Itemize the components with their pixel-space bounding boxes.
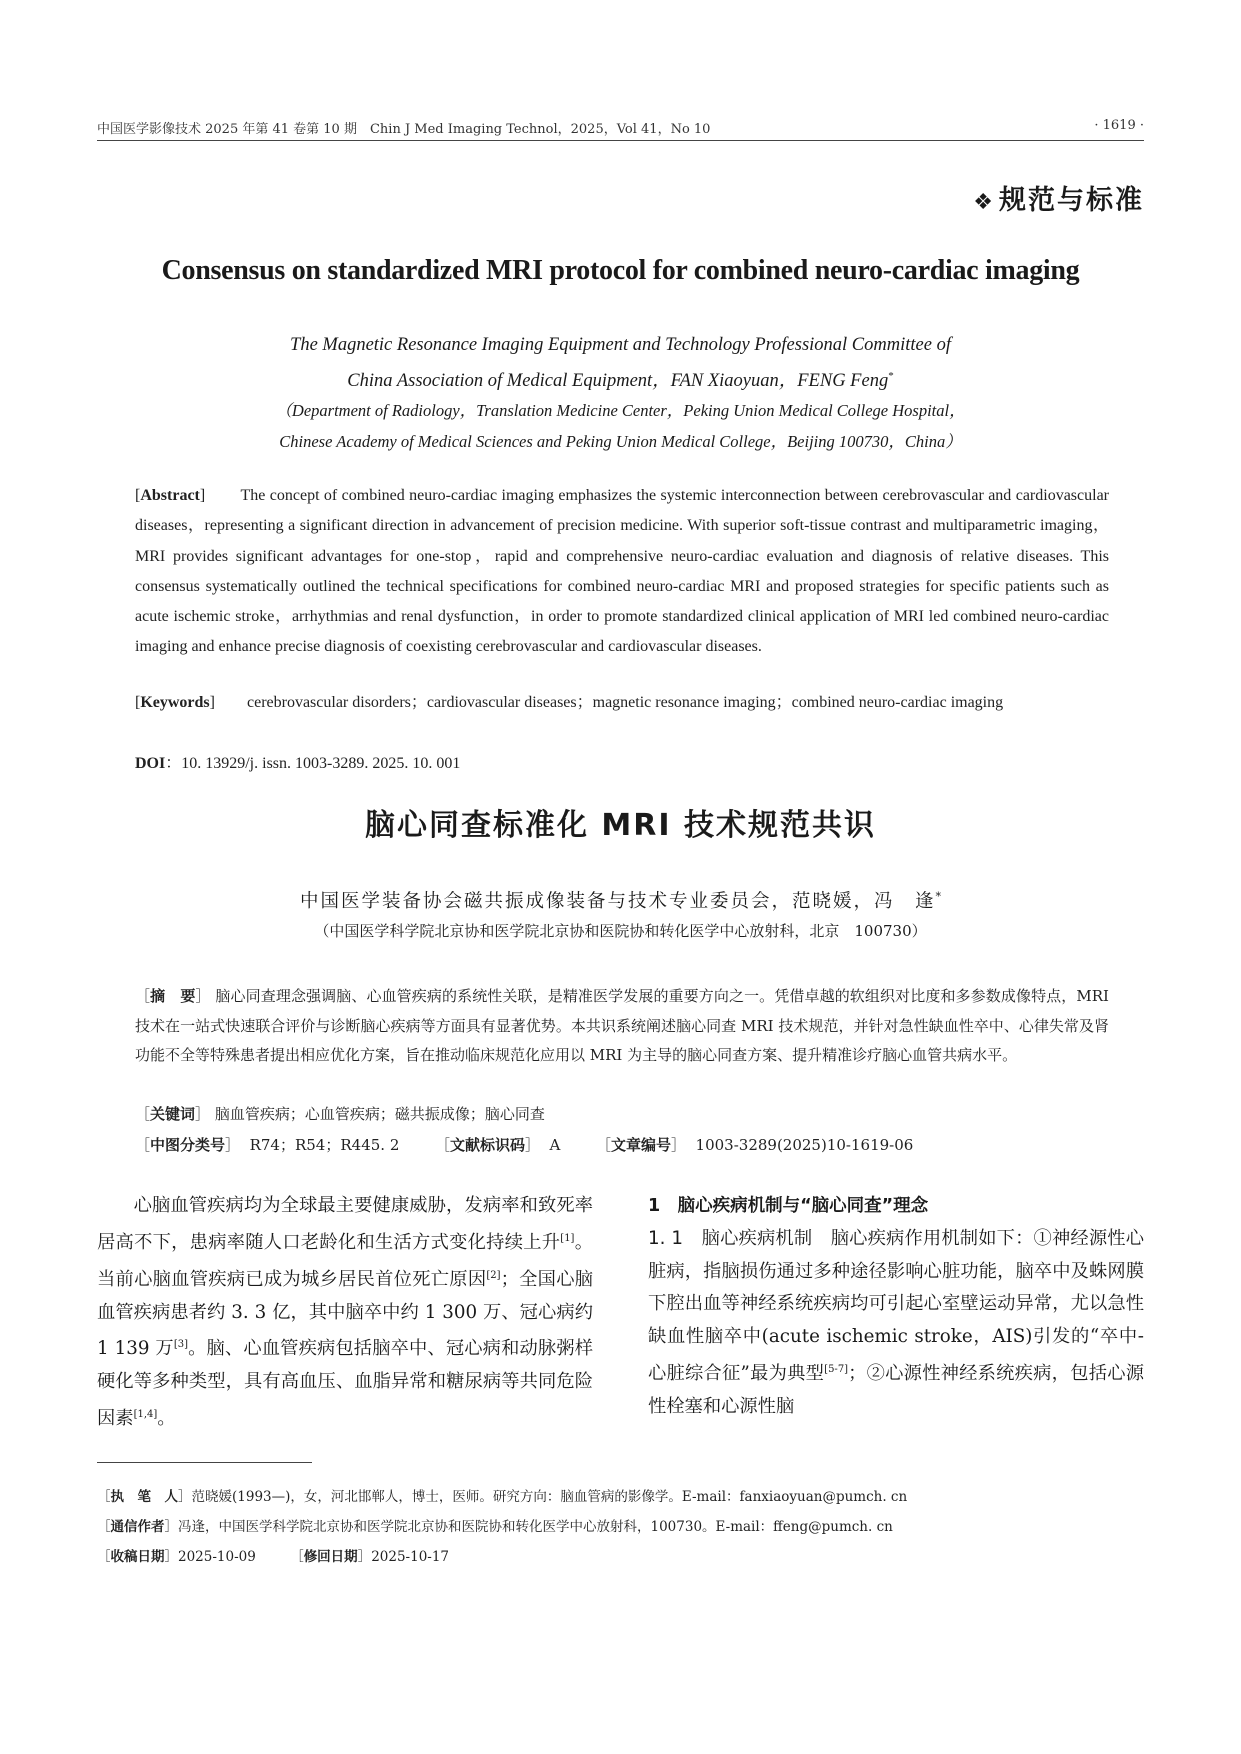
body-text: 。 [157, 1408, 176, 1430]
received-date-label: 收稿日期 [110, 1549, 165, 1565]
citation: [1,4] [133, 1409, 158, 1421]
corresponding-mark: * [888, 370, 894, 382]
affiliation-en [97, 395, 1144, 457]
body-text: 。脑、心血管疾病包括脑卒中、冠心病和动脉粥样硬化等多种类型，具有高血压、血脂异常和糖尿病等共同危险因素 [97, 1338, 593, 1430]
footnote-author-text: 范晓媛(1993—)，女，河北邯郸人，博士，医师。研究方向：脑血管病的影像学。E-mail：fanxiaoyuan@pumch. cn [191, 1489, 908, 1505]
footnote-dates: ［收稿日期］2025-10-09 ［修回日期］2025-10-17 [97, 1549, 450, 1565]
keywords-cn-label: 关键词 [150, 1105, 196, 1123]
revised-date-label: 修回日期 [303, 1549, 358, 1565]
footnote-divider [97, 1462, 312, 1463]
doc-code-label: 文献标识码 [449, 1136, 525, 1154]
revised-date-value: 2025-10-17 [371, 1549, 450, 1565]
keywords-en: [Keywords] cerebrovascular disorders；cardiovascular diseases；magnetic resonance imaging；combined neuro-cardiac imaging [135, 694, 1004, 711]
keywords-en-label: Keywords [140, 694, 210, 711]
corresponding-mark-cn: * [935, 889, 941, 903]
footnote-author-label: 执 笔 人 [110, 1489, 178, 1505]
clc-value: R74；R54；R445. 2 [249, 1136, 400, 1154]
authors-en-line1: The Magnetic Resonance Imaging Equipment and Technology Professional Committee of [290, 335, 951, 355]
body-text: 。当前心脑血管疾病已成为城乡居民首位死亡原因 [97, 1231, 594, 1290]
column-label-text: 规范与标准 [999, 185, 1144, 216]
column-label [973, 178, 1144, 217]
citation: [2] [486, 1269, 501, 1281]
citation: [3] [173, 1339, 188, 1351]
authors-en [97, 330, 1144, 397]
keywords-cn: ［关键词］ 脑血管疾病；心血管疾病；磁共振成像；脑心同查 [135, 1105, 545, 1123]
classification-line: ［中图分类号］ R74；R54；R445. 2 ［文献标识码］ A ［文章编号］ 1003-3289(2025)10-1619-06 [135, 1136, 914, 1154]
article-number-label: 文章编号 [610, 1136, 671, 1154]
body-right-column [648, 1190, 1144, 1424]
body-left-column [97, 1190, 593, 1436]
section-paragraph [648, 1223, 1144, 1424]
running-header-page-number: · 1619 · [1094, 118, 1144, 133]
affiliation-en-line1: （Department of Radiology，Translation Medicine Center，Peking Union Medical College Hospital， [275, 401, 966, 420]
article-number-value: 1003-3289(2025)10-1619-06 [695, 1136, 914, 1154]
footnote-corresponding: ［通信作者］冯逢，中国医学科学院北京协和医学院北京协和医院协和转化医学中心放射科，100730。E-mail：ffeng@pumch. cn [97, 1519, 893, 1535]
doc-code-value: A [549, 1136, 561, 1154]
doi-value: ：10. 13929/j. issn. 1003-3289. 2025. 10. 001 [165, 755, 461, 772]
citation: [1] [560, 1232, 575, 1244]
body-text: 心脑血管疾病均为全球最主要健康威胁，发病率和致死率居高不下，患病率随人口老龄化和生活方式变化持续上升 [97, 1195, 593, 1253]
footnote-author: ［执 笔 人］范晓媛(1993—)，女，河北邯郸人，博士，医师。研究方向：脑血管病的影像学。E-mail：fanxiaoyuan@pumch. cn [97, 1489, 908, 1505]
body-text: ；②心源性神经系统疾病，包括心源性栓塞和心源性脑 [648, 1363, 1144, 1417]
abstract-cn: ［摘 要］ 脑心同查理念强调脑、心血管疾病的系统性关联，是精准医学发展的重要方向之一。凭借卓越的软组织对比度和多参数成像特点，MRI 技术在一站式快速联合评价与诊断脑心疾病等方面具有显著优势。本共识系统阐述脑心同查 MRI 技术规范，并针对急性缺血性卒中、心律失常及肾功能不全等特殊患者提出相应优化方案，旨在推动临床规范化应用以 MRI 为主导的脑心同查方案、提升精准诊疗脑心血管共病水平。 [135, 987, 1109, 1064]
header-divider [97, 140, 1144, 141]
abstract-en: [Abstract] The concept of combined neuro-cardiac imaging emphasizes the systemic interconnection between cerebrovascular and cardiovascular diseases，representing a significant direction in advancement of precision medicine. With superior soft-tissue contrast and multiparametric imaging，MRI provides significant advantages for one-stop，rapid and comprehensive neuro-cardiac evaluation and diagnosis of relative diseases. This consensus systematically outlined the technical specifications for combined neuro-cardiac MRI and proposed strategies for specific patients such as acute ischemic stroke，arrhythmias and renal dysfunction，in order to promote standardized clinical application of MRI led combined neuro-cardiac imaging and enhance precise diagnosis of coexisting cerebrovascular and cardiovascular diseases. [135, 487, 1110, 656]
keywords-cn-text: 脑血管疾病；心血管疾病；磁共振成像；脑心同查 [214, 1105, 545, 1123]
footnote-corresponding-label: 通信作者 [110, 1519, 165, 1535]
title-en: Consensus on standardized MRI protocol for combined neuro-cardiac imaging [161, 255, 1080, 286]
clc-label: 中图分类号 [150, 1136, 226, 1154]
keywords-en-text: cerebrovascular disorders；cardiovascular diseases；magnetic resonance imaging；combined neuro-cardiac imaging [246, 694, 1004, 711]
doi-label: DOI [135, 755, 166, 772]
abstract-cn-text: 脑心同查理念强调脑、心血管疾病的系统性关联，是精准医学发展的重要方向之一。凭借卓越的软组织对比度和多参数成像特点，MRI 技术在一站式快速联合评价与诊断脑心疾病等方面具有显著优势。本共识系统阐述脑心同查 MRI 技术规范，并针对急性缺血性卒中、心律失常及肾功能不全等特殊患者提出相应优化方案，旨在推动临床规范化应用以 MRI 为主导的脑心同查方案、提升精准诊疗脑心血管共病水平。 [135, 987, 1109, 1064]
section-heading: 1 脑心疾病机制与“脑心同查”理念 [648, 1196, 929, 1216]
authors-cn [97, 887, 1144, 913]
subsection-heading: 1. 1 脑心疾病机制 [648, 1227, 813, 1249]
authors-en-names: China Association of Medical Equipment，FAN Xiaoyuan，FENG Feng [347, 371, 889, 392]
title-cn: 脑心同查标准化 MRI 技术规范共识 [364, 808, 876, 843]
body-text: ；全国心脑血管疾病患者约 3. 3 亿，其中脑卒中约 1 300 万、冠心病约 1 139 万 [97, 1268, 594, 1360]
running-header-journal: 中国医学影像技术 2025 年第 41 卷第 10 期 Chin J Med Imaging Technol，2025，Vol 41，No 10 [97, 122, 711, 137]
authors-cn-names: 中国医学装备协会磁共振成像装备与技术专业委员会，范晓媛，冯 逢 [299, 891, 936, 912]
authors-en-line2 [97, 361, 1144, 397]
body-text: 脑心疾病作用机制如下：①神经源性心脏病，指脑损伤通过多种途径影响心脏功能，脑卒中及蛛网膜下腔出血等神经系统疾病均可引起心室壁运动异常，尤以急性缺血性脑卒中(acute ischemic stroke，AIS)引发的“卒中-心脏综合征”最为典型 [648, 1227, 1144, 1385]
received-date-value: 2025-10-09 [178, 1549, 256, 1565]
affiliation-en-line2: Chinese Academy of Medical Sciences and Peking Union Medical College，Beijing 100730，China） [279, 432, 962, 451]
doi [135, 749, 1109, 779]
diamond-bullet-icon: ❖ [973, 190, 995, 215]
affiliation-cn: （中国医学科学院北京协和医学院北京协和医院协和转化医学中心放射科，北京 100730） [314, 922, 927, 940]
citation: [5-7] [824, 1363, 849, 1375]
abstract-en-text: The concept of combined neuro-cardiac imaging emphasizes the systemic interconnection between cerebrovascular and cardiovascular diseases，representing a significant direction in advancement of precision medicine. With superior soft-tissue contrast and multiparametric imaging，MRI provides significant advantages for one-stop，rapid and comprehensive neuro-cardiac evaluation and diagnosis of relative diseases. This consensus systematically outlined the technical specifications for combined neuro-cardiac MRI and proposed strategies for specific patients such as acute ischemic stroke，arrhythmias and renal dysfunction，in order to promote standardized clinical application of MRI led combined neuro-cardiac imaging and enhance precise diagnosis of coexisting cerebrovascular and cardiovascular diseases. [135, 487, 1110, 656]
abstract-cn-label: 摘 要 [150, 987, 196, 1005]
footnote-corresponding-text: 冯逢，中国医学科学院北京协和医学院北京协和医院协和转化医学中心放射科，100730。E-mail：ffeng@pumch. cn [178, 1519, 893, 1535]
abstract-en-label: Abstract [140, 487, 200, 504]
